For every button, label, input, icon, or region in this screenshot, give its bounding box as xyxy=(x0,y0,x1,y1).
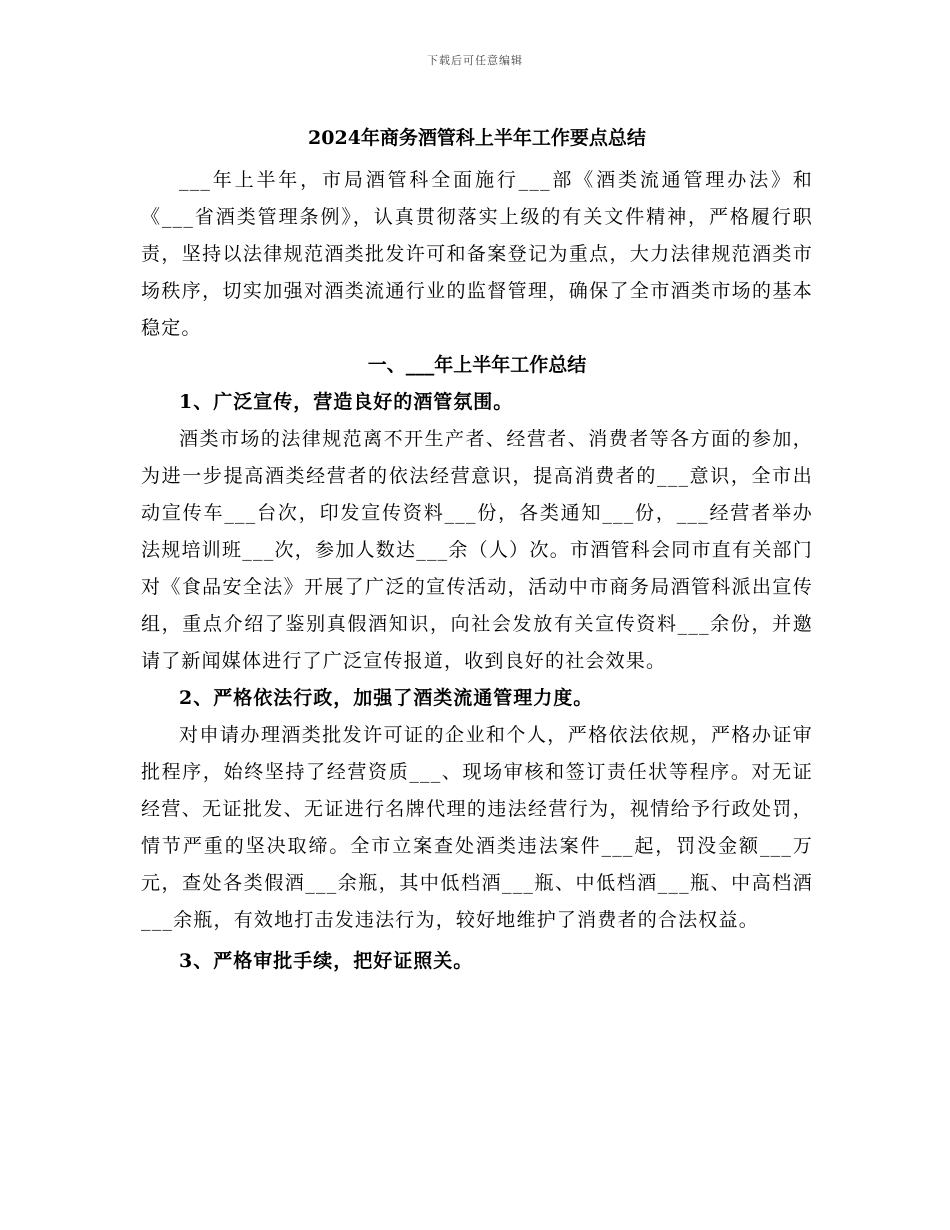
item-1-heading: 1、广泛宣传，营造良好的酒管氛围。 xyxy=(179,391,514,413)
item-3-heading: 3、严格审批手续，把好证照关。 xyxy=(179,950,474,972)
page-header-note: 下载后可任意编辑 xyxy=(427,54,523,67)
item-2-heading: 2、严格依法行政，加强了酒类流通管理力度。 xyxy=(179,687,594,709)
intro-paragraph: ___年上半年，市局酒管科全面施行___部《酒类流通管理办法》和《___省酒类管理条例》，认真贯彻落实上级的有关文件精神，严格履行职责，坚持以法律规范酒类批发许可和备案登记为重点，大力法律规范酒类市场秩序，切实加强对酒类流通行业的监督管理，确保了全市酒类市场的基本稳定。 xyxy=(141,169,813,339)
item-1-paragraph: 酒类市场的法律规范离不开生产者、经营者、消费者等各方面的参加，为进一步提高酒类经营者的依法经营意识，提高消费者的___意识，全市出动宣传车___台次，印发宣传资料___份，各类通知___份，___经营者举办法规培训班___次，参加人数达___余（人）次。市酒管科会同市直有关部门对《食品安全法》开展了广泛的宣传活动，活动中市商务局酒管科派出宣传组，重点介绍了鉴别真假酒知识，向社会发放有关宣传资料___余份，并邀请了新闻媒体进行了广泛宣传报道，收到良好的社会效果。 xyxy=(141,428,813,672)
item-2-paragraph: 对申请办理酒类批发许可证的企业和个人，严格依法依规，严格办证审批程序，始终坚持了经营资质___、现场审核和签订责任状等程序。对无证经营、无证批发、无证进行名牌代理的违法经营行为，视情给予行政处罚，情节严重的坚决取缔。全市立案查处酒类违法案件___起，罚没金额___万元，查处各类假酒___余瓶，其中低档酒___瓶、中低档酒___瓶、中高档酒___余瓶，有效地打击发违法行为，较好地维护了消费者的合法权益。 xyxy=(141,724,813,931)
document-body xyxy=(141,122,813,980)
document-title: 2024年商务酒管科上半年工作要点总结 xyxy=(308,127,646,149)
section-heading-1: 一、___年上半年工作总结 xyxy=(367,354,587,376)
